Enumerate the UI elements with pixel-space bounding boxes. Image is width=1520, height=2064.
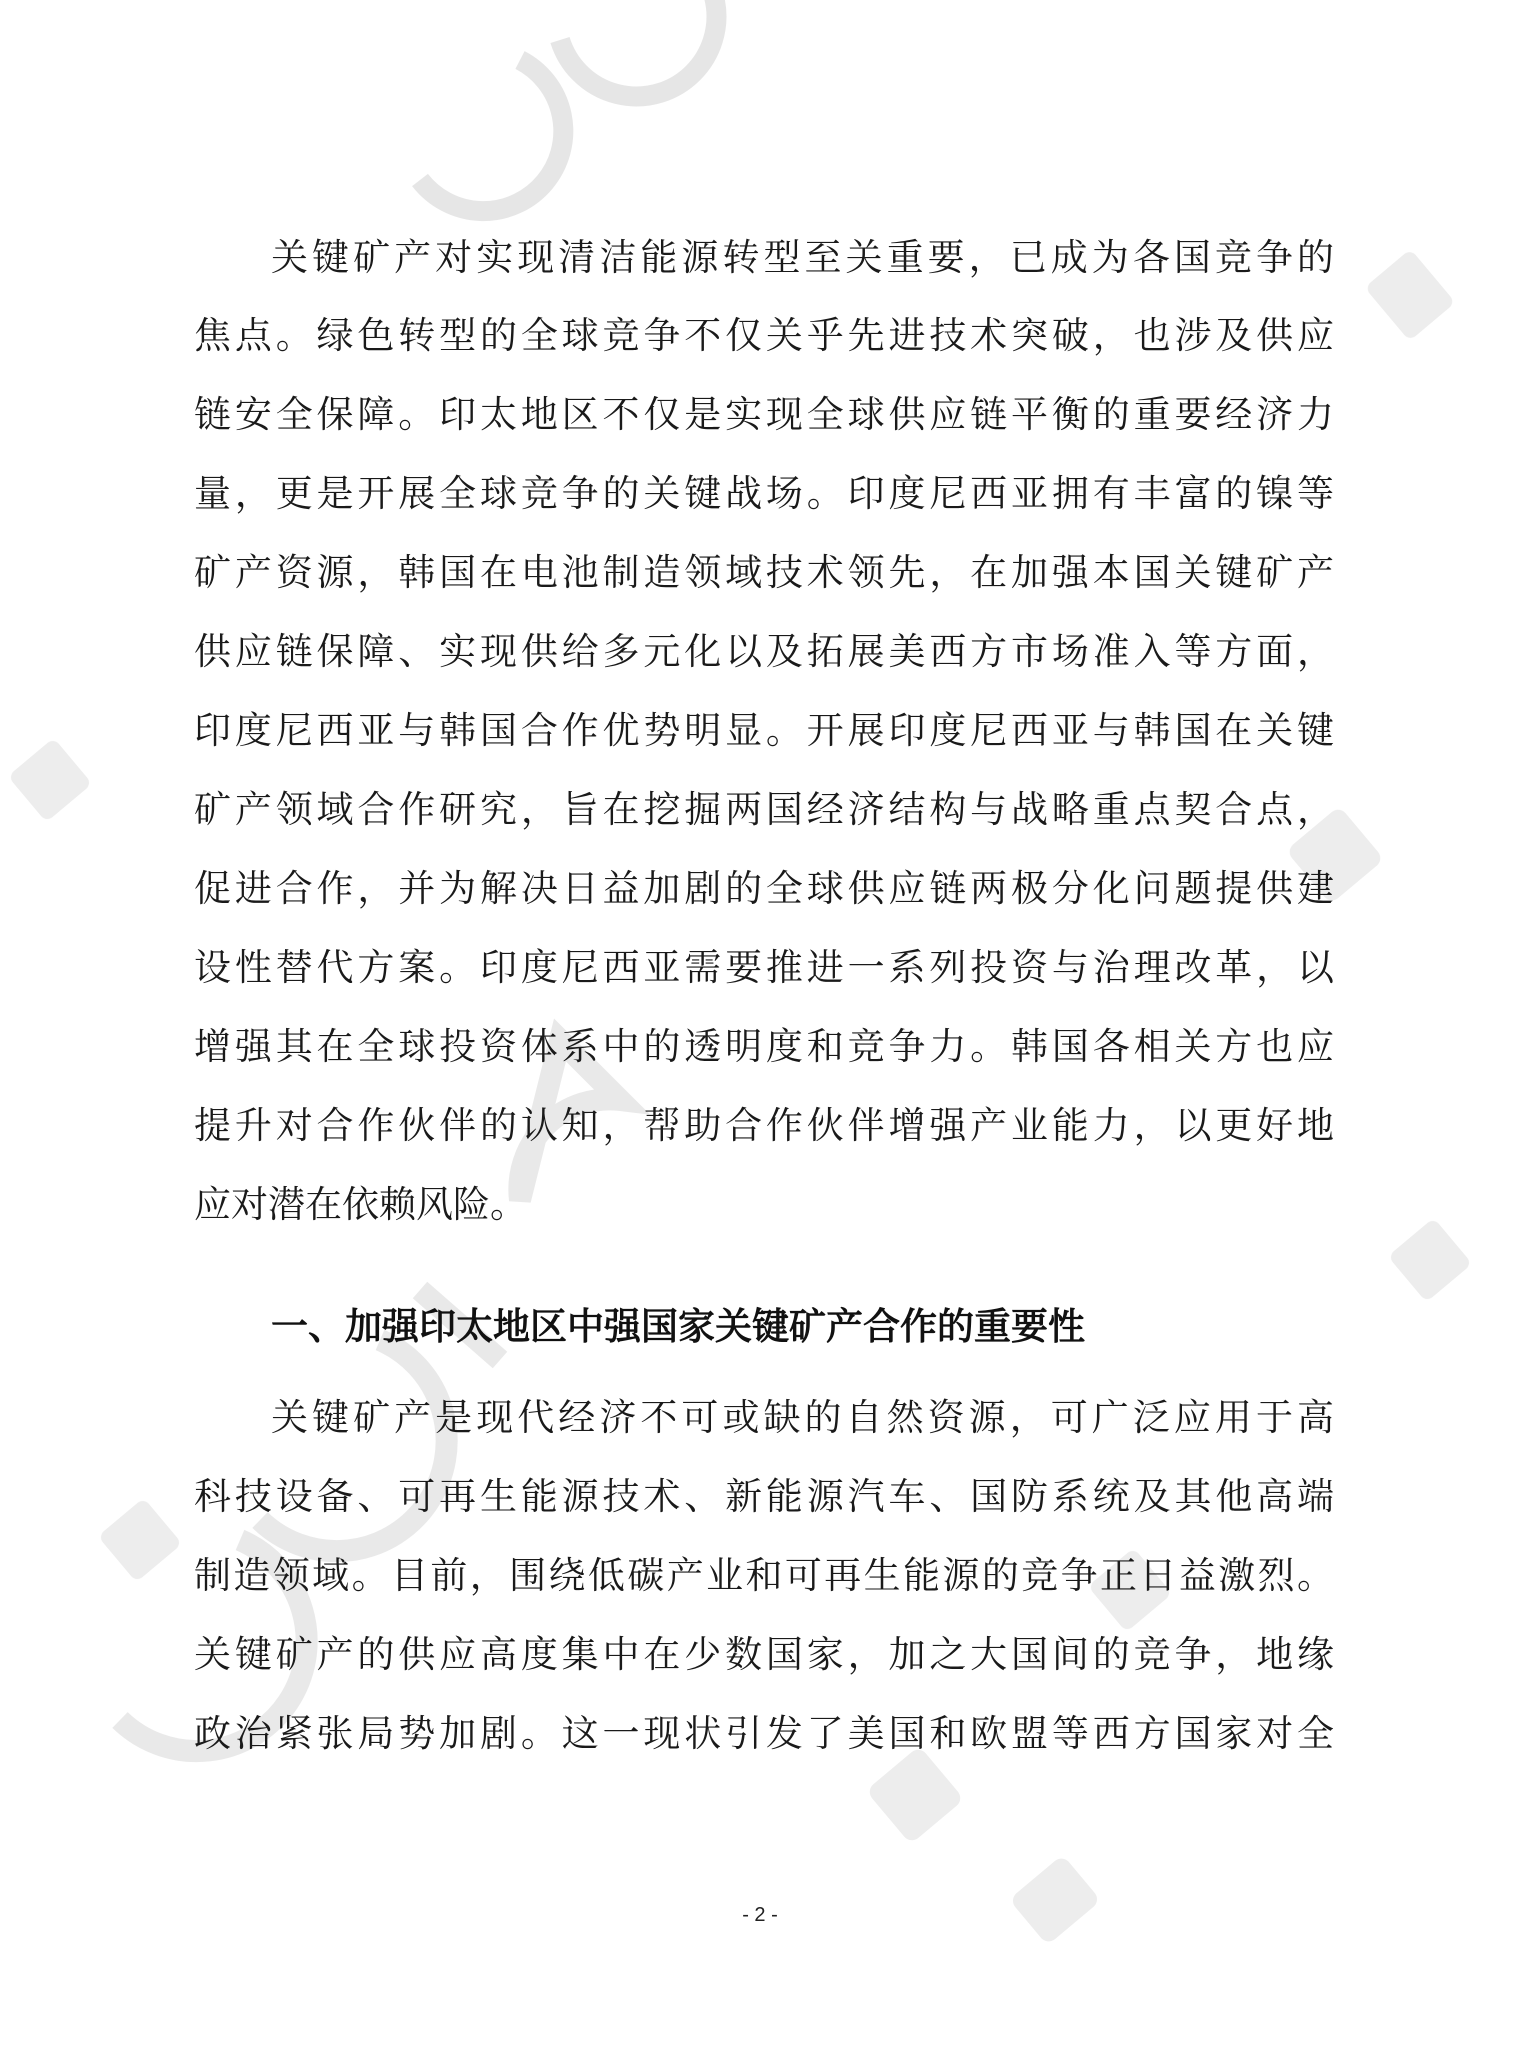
paragraph-line: 关键矿产对实现清洁能源转型至关重要，已成为各国竞争的 xyxy=(271,236,1334,279)
paragraph-line: 应对潜在依赖风险。 xyxy=(194,1183,527,1226)
paragraph-line: 提升对合作伙伴的认知，帮助合作伙伴增强产业能力，以更好地 xyxy=(194,1104,1334,1147)
paragraph-line: 供应链保障、实现供给多元化以及拓展美西方市场准入等方面， xyxy=(194,630,1334,673)
paragraph-line: 印度尼西亚与韩国合作优势明显。开展印度尼西亚与韩国在关键 xyxy=(194,709,1334,752)
page-number: - 2 - xyxy=(742,1904,778,1926)
paragraph-line: 制造领域。目前，围绕低碳产业和可再生能源的竞争正日益激烈。 xyxy=(194,1554,1334,1597)
paragraph-line: 矿产资源，韩国在电池制造领域技术领先，在加强本国关键矿产 xyxy=(194,551,1334,594)
paragraph-line: 链安全保障。印太地区不仅是实现全球供应链平衡的重要经济力 xyxy=(194,393,1334,436)
paragraph-line: 增强其在全球投资体系中的透明度和竞争力。韩国各相关方也应 xyxy=(194,1025,1334,1068)
paragraph-line: 设性替代方案。印度尼西亚需要推进一系列投资与治理改革，以 xyxy=(194,946,1334,989)
paragraph-line: 科技设备、可再生能源技术、新能源汽车、国防系统及其他高端 xyxy=(194,1475,1334,1518)
paragraph-line: 量，更是开展全球竞争的关键战场。印度尼西亚拥有丰富的镍等 xyxy=(194,472,1334,515)
paragraph-line: 政治紧张局势加剧。这一现状引发了美国和欧盟等西方国家对全 xyxy=(194,1712,1334,1755)
paragraph-line: 矿产领域合作研究，旨在挖掘两国经济结构与战略重点契合点， xyxy=(194,788,1334,831)
paragraph-line: 焦点。绿色转型的全球竞争不仅关乎先进技术突破，也涉及供应 xyxy=(194,314,1334,357)
paragraph-line: 促进合作，并为解决日益加剧的全球供应链两极分化问题提供建 xyxy=(194,867,1334,910)
paragraph-line: 关键矿产的供应高度集中在少数国家，加之大国间的竞争，地缘 xyxy=(194,1633,1334,1676)
section-heading: 一、加强印太地区中强国家关键矿产合作的重要性 xyxy=(271,1305,1085,1348)
paragraph-line: 关键矿产是现代经济不可或缺的自然资源，可广泛应用于高 xyxy=(271,1396,1334,1439)
